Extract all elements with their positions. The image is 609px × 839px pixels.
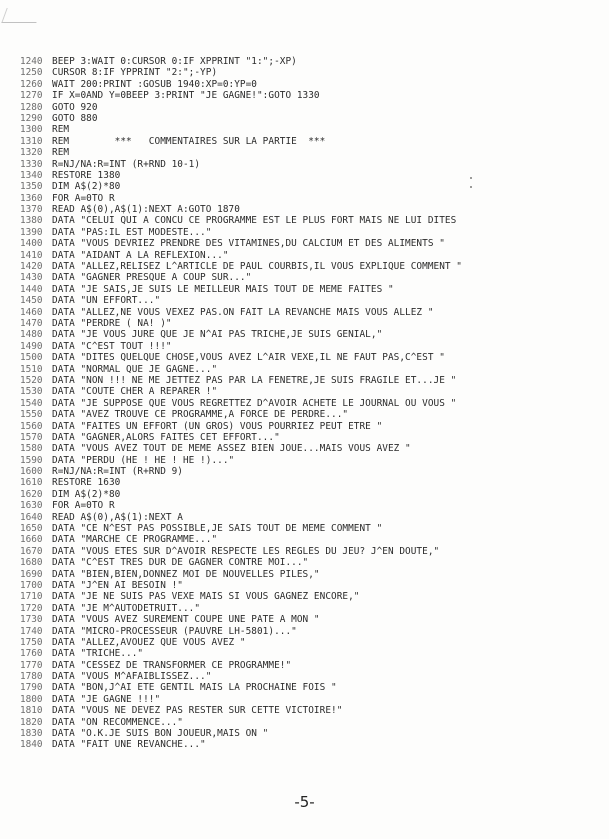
line-code: DATA "CE N^EST PAS POSSIBLE,JE SAIS TOUT DE MEME COMMENT " [52, 523, 383, 535]
line-code: DATA "MARCHE CE PROGRAMME..." [52, 534, 218, 546]
code-line [20, 307, 605, 318]
code-line [20, 227, 605, 238]
scan-speck [470, 186, 472, 188]
code-line [20, 193, 605, 204]
line-number: 1310 [20, 135, 43, 147]
code-line [20, 90, 605, 101]
line-code: DATA "FAITES UN EFFORT (UN GROS) VOUS POURRIEZ PEUT ETRE " [52, 420, 383, 432]
line-code: CURSOR 8:IF YPPRINT "2:";-YP) [52, 67, 218, 79]
line-code: DATA "JE M^AUTODETRUIT..." [52, 602, 201, 614]
line-code: DATA "C^EST TOUT !!!" [52, 340, 172, 352]
code-line [20, 671, 605, 682]
code-line [20, 546, 605, 557]
code-line [20, 614, 605, 625]
code-line [20, 648, 605, 659]
code-line [20, 398, 605, 409]
line-code: DATA "DITES QUELQUE CHOSE,VOUS AVEZ L^AIR VEXE,IL NE FAUT PAS,C^EST " [52, 352, 445, 364]
line-code: GOTO 920 [52, 101, 98, 113]
line-number: 1290 [20, 112, 43, 124]
line-code: DATA "C^EST TRES DUR DE GAGNER CONTRE MOI..." [52, 557, 309, 569]
line-code: DATA "BON,J^AI ETE GENTIL MAIS LA PROCHAINE FOIS " [52, 682, 337, 694]
line-code: REM [52, 147, 70, 159]
line-number: 1730 [20, 614, 43, 626]
line-number: 1840 [20, 739, 43, 751]
code-line [20, 136, 605, 147]
code-line [20, 591, 605, 602]
line-code: DATA "PERDU (HE ! HE ! HE !)..." [52, 454, 235, 466]
code-line [20, 534, 605, 545]
line-code: R=NJ/NA:R=INT (R+RND 10-1) [52, 158, 201, 170]
line-number: 1410 [20, 249, 43, 261]
line-code: READ A$(0),A$(1):NEXT A [52, 511, 183, 523]
code-line [20, 489, 605, 500]
line-number: 1630 [20, 500, 43, 512]
line-code: DATA "AVEZ TROUVE CE PROGRAMME,A FORCE DE PERDRE..." [52, 409, 349, 421]
code-line [20, 375, 605, 386]
code-line [20, 443, 605, 454]
line-code: DATA "JE SUPPOSE QUE VOUS REGRETTEZ D^AVOIR ACHETE LE JOURNAL OU VOUS " [52, 397, 457, 409]
line-number: 1560 [20, 420, 43, 432]
line-number: 1320 [20, 147, 43, 159]
code-line [20, 421, 605, 432]
line-code: WAIT 200:PRINT :GOSUB 1940:XP=0:YP=0 [52, 78, 257, 90]
line-code: DATA "CESSEZ DE TRANSFORMER CE PROGRAMME!" [52, 659, 292, 671]
line-code: REM [52, 124, 70, 136]
line-number: 1270 [20, 90, 43, 102]
code-line [20, 682, 605, 693]
code-line [20, 466, 605, 477]
line-code: DATA "VOUS AVEZ SUREMENT COUPE UNE PATE A MON " [52, 614, 320, 626]
line-number: 1710 [20, 591, 43, 603]
line-code: DATA "CELUI QUI A CONCU CE PROGRAMME EST LE PLUS FORT MAIS NE LUI DITES [52, 215, 457, 227]
line-number: 1520 [20, 374, 43, 386]
line-number: 1470 [20, 317, 43, 329]
line-code: GOTO 880 [52, 112, 98, 124]
code-line [20, 557, 605, 568]
line-number: 1250 [20, 67, 43, 79]
line-number: 1390 [20, 226, 43, 238]
line-number: 1240 [20, 56, 43, 67]
line-number: 1570 [20, 431, 43, 443]
line-code: DATA "ALLEZ,RELISEZ L^ARTICLE DE PAUL COURBIS,IL VOUS EXPLIQUE COMMENT " [52, 261, 462, 273]
line-number: 1660 [20, 534, 43, 546]
line-number: 1800 [20, 693, 43, 705]
line-number: 1540 [20, 397, 43, 409]
code-line [20, 523, 605, 534]
line-number: 1650 [20, 523, 43, 535]
code-line [20, 432, 605, 443]
line-code: DATA "NORMAL QUE JE GAGNE..." [52, 363, 218, 375]
line-code: DATA "ALLEZ,NE VOUS VEXEZ PAS.ON FAIT LA REVANCHE MAIS VOUS ALLEZ " [52, 306, 434, 318]
code-line [20, 409, 605, 420]
code-line [20, 386, 605, 397]
line-number: 1790 [20, 682, 43, 694]
code-line [20, 580, 605, 591]
line-number: 1510 [20, 363, 43, 375]
line-number: 1340 [20, 169, 43, 181]
code-line [20, 364, 605, 375]
line-number: 1640 [20, 511, 43, 523]
line-code: RESTORE 1630 [52, 477, 121, 489]
line-number: 1690 [20, 568, 43, 580]
line-number: 1620 [20, 488, 43, 500]
line-number: 1400 [20, 238, 43, 250]
line-code: DATA "TRICHE..." [52, 648, 144, 660]
line-number: 1600 [20, 466, 43, 478]
line-number: 1490 [20, 340, 43, 352]
line-code: DATA "BIEN,BIEN,DONNEZ MOI DE NOUVELLES PILES," [52, 568, 320, 580]
line-code: DATA "NON !!! NE ME JETTEZ PAS PAR LA FENETRE,JE SUIS FRAGILE ET...JE " [52, 374, 457, 386]
line-code: READ A$(0),A$(1):NEXT A:GOTO 1870 [52, 204, 240, 216]
code-line [20, 500, 605, 511]
code-line [20, 728, 605, 739]
line-code: FOR A=0TO R [52, 192, 115, 204]
line-number: 1610 [20, 477, 43, 489]
line-number: 1830 [20, 728, 43, 740]
line-code: DATA "VOUS DEVRIEZ PRENDRE DES VITAMINES,DU CALCIUM ET DES ALIMENTS " [52, 238, 445, 250]
line-number: 1280 [20, 101, 43, 113]
code-line [20, 147, 605, 158]
code-line [20, 67, 605, 78]
line-code: DATA "VOUS M^AFAIBLISSEZ..." [52, 671, 212, 683]
line-code: DATA "ALLEZ,AVOUEZ QUE VOUS AVEZ " [52, 636, 246, 648]
line-number: 1670 [20, 545, 43, 557]
line-number: 1760 [20, 648, 43, 660]
page-number: -5- [294, 793, 315, 811]
line-code: DATA "JE VOUS JURE QUE JE N^AI PAS TRICHE,JE SUIS GENIAL," [52, 329, 383, 341]
line-code: DIM A$(2)*80 [52, 181, 121, 193]
corner-scan-mark [1, 8, 41, 23]
code-line [20, 329, 605, 340]
code-line [20, 79, 605, 90]
code-line [20, 739, 605, 750]
line-number: 1740 [20, 625, 43, 637]
code-line [20, 215, 605, 226]
line-number: 1720 [20, 602, 43, 614]
line-number: 1680 [20, 557, 43, 569]
code-line [20, 705, 605, 716]
code-line [20, 250, 605, 261]
code-line [20, 626, 605, 637]
code-line [20, 204, 605, 215]
code-line [20, 637, 605, 648]
code-line [20, 512, 605, 523]
line-number: 1820 [20, 716, 43, 728]
line-number: 1580 [20, 443, 43, 455]
line-code: DATA "FAIT UNE REVANCHE..." [52, 739, 206, 751]
line-number: 1550 [20, 409, 43, 421]
line-code: DATA "AIDANT A LA REFLEXION..." [52, 249, 229, 261]
line-code: DATA "ON RECOMMENCE..." [52, 716, 183, 728]
code-line [20, 717, 605, 728]
code-line [20, 603, 605, 614]
line-code: DATA "VOUS ETES SUR D^AVOIR RESPECTE LES REGLES DU JEU? J^EN DOUTE," [52, 545, 440, 557]
line-number: 1590 [20, 454, 43, 466]
code-line [20, 261, 605, 272]
code-line [20, 660, 605, 671]
code-line [20, 113, 605, 124]
line-number: 1700 [20, 579, 43, 591]
code-line [20, 694, 605, 705]
scan-speck [470, 177, 472, 179]
code-line [20, 477, 605, 488]
line-number: 1500 [20, 352, 43, 364]
line-code: DATA "GAGNER PRESQUE A COUP SUR..." [52, 272, 252, 284]
line-number: 1350 [20, 181, 43, 193]
line-code: R=NJ/NA:R=INT (R+RND 9) [52, 466, 183, 478]
line-code: DATA "J^EN AI BESOIN !" [52, 579, 183, 591]
code-line [20, 352, 605, 363]
line-number: 1360 [20, 192, 43, 204]
line-code: DATA "JE NE SUIS PAS VEXE MAIS SI VOUS GAGNEZ ENCORE," [52, 591, 360, 603]
line-number: 1750 [20, 636, 43, 648]
code-line [20, 170, 605, 181]
line-code: RESTORE 1380 [52, 169, 121, 181]
line-number: 1450 [20, 295, 43, 307]
line-number: 1330 [20, 158, 43, 170]
line-number: 1530 [20, 386, 43, 398]
line-number: 1370 [20, 204, 43, 216]
code-line [20, 159, 605, 170]
line-code: REM *** COMMENTAIRES SUR LA PARTIE *** [52, 135, 326, 147]
line-code: DATA "COUTE CHER A REPARER !" [52, 386, 218, 398]
code-line [20, 569, 605, 580]
line-number: 1780 [20, 671, 43, 683]
line-number: 1300 [20, 124, 43, 136]
line-number: 1770 [20, 659, 43, 671]
line-number: 1810 [20, 705, 43, 717]
code-line [20, 284, 605, 295]
code-line [20, 238, 605, 249]
line-number: 1420 [20, 261, 43, 273]
code-line [20, 124, 605, 135]
code-line [20, 56, 605, 67]
line-code: DATA "VOUS NE DEVEZ PAS RESTER SUR CETTE VICTOIRE!" [52, 705, 343, 717]
line-number: 1260 [20, 78, 43, 90]
line-code: DATA "JE SAIS,JE SUIS LE MEILLEUR MAIS TOUT DE MEME FAITES " [52, 283, 394, 295]
line-code: DATA "GAGNER,ALORS FAITES CET EFFORT..." [52, 431, 280, 443]
line-code: DATA "UN EFFORT..." [52, 295, 161, 307]
code-line [20, 181, 605, 192]
code-line [20, 272, 605, 283]
line-number: 1380 [20, 215, 43, 227]
line-code: FOR A=0TO R [52, 500, 115, 512]
code-line [20, 102, 605, 113]
basic-program-listing [20, 56, 605, 751]
line-code: IF X=0AND Y=0BEEP 3:PRINT "JE GAGNE!":GOTO 1330 [52, 90, 320, 102]
line-code: DATA "MICRO-PROCESSEUR (PAUVRE LH-5801)..." [52, 625, 297, 637]
line-number: 1430 [20, 272, 43, 284]
line-code: BEEP 3:WAIT 0:CURSOR 0:IF XPPRINT "1:";-XP) [52, 56, 297, 67]
code-line [20, 455, 605, 466]
line-code: DATA "PAS:IL EST MODESTE..." [52, 226, 212, 238]
code-line [20, 295, 605, 306]
line-number: 1460 [20, 306, 43, 318]
line-code: DATA "JE GAGNE !!!" [52, 693, 161, 705]
line-code: DATA "PERDRE ( NA! )" [52, 317, 172, 329]
line-code: DIM A$(2)*80 [52, 488, 121, 500]
line-code: DATA "VOUS AVEZ TOUT DE MEME ASSEZ BIEN JOUE...MAIS VOUS AVEZ " [52, 443, 411, 455]
code-line [20, 318, 605, 329]
line-number: 1480 [20, 329, 43, 341]
line-code: DATA "O.K.JE SUIS BON JOUEUR,MAIS ON " [52, 728, 269, 740]
code-line [20, 341, 605, 352]
line-number: 1440 [20, 283, 43, 295]
